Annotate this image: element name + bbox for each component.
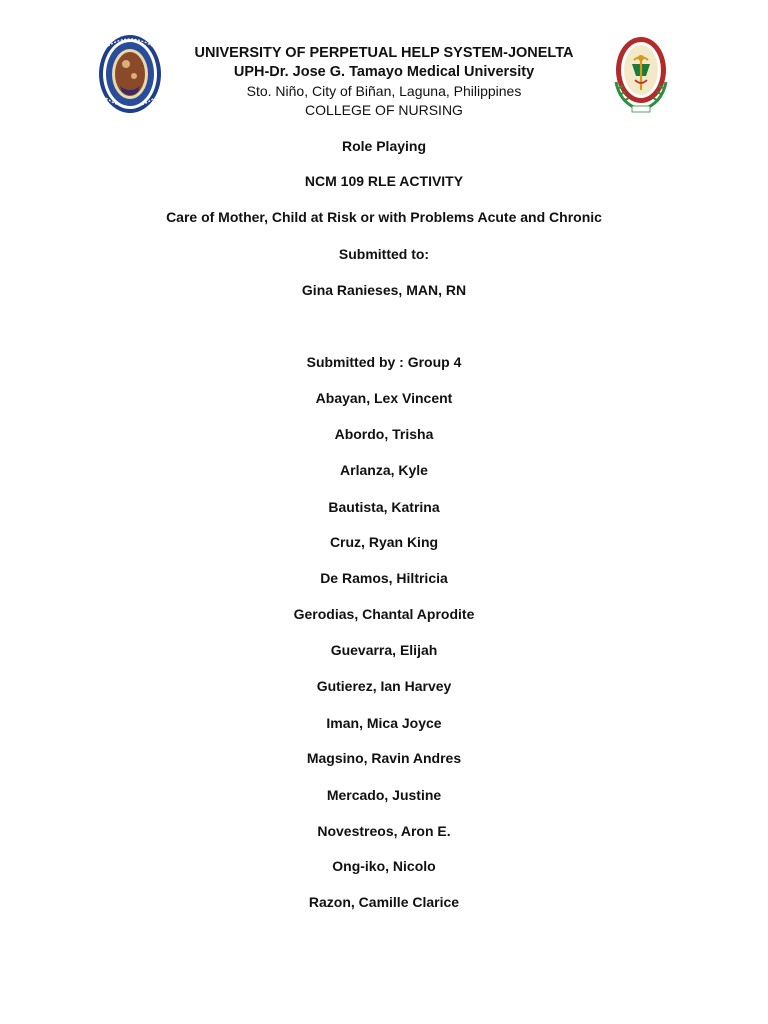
member-name: De Ramos, Hiltricia [320, 570, 448, 586]
instructor-name: Gina Ranieses, MAN, RN [301, 282, 467, 298]
submitted-to-label: Submitted to: [338, 246, 430, 262]
member-name: Bautista, Katrina [328, 499, 440, 515]
subject-title: Care of Mother, Child at Risk or with Problems Acute and Chronic [166, 209, 602, 225]
member-name: Novestreos, Aron E. [317, 823, 451, 839]
member-name: Mercado, Justine [326, 787, 442, 803]
university-address: Sto. Niño, City of Biñan, Laguna, Philippines [246, 83, 522, 99]
member-name: Cruz, Ryan King [329, 534, 439, 550]
college-name: COLLEGE OF NURSING [305, 102, 463, 118]
member-name: Gutierez, Ian Harvey [316, 678, 452, 694]
letterhead [0, 44, 768, 120]
member-name: Abordo, Trisha [334, 426, 434, 442]
submitted-by-label: Submitted by : Group 4 [306, 354, 462, 370]
member-name: Razon, Camille Clarice [308, 894, 460, 910]
activity-type: Role Playing [341, 138, 427, 154]
course-title: NCM 109 RLE ACTIVITY [304, 173, 464, 189]
member-name: Guevarra, Elijah [330, 642, 438, 658]
member-name: Abayan, Lex Vincent [315, 390, 453, 406]
member-name: Ong-iko, Nicolo [332, 858, 436, 874]
member-name: Magsino, Ravin Andres [306, 750, 462, 766]
member-name: Gerodias, Chantal Aprodite [293, 606, 475, 622]
member-name: Iman, Mica Joyce [326, 715, 442, 731]
university-name: UNIVERSITY OF PERPETUAL HELP SYSTEM-JONELTA [194, 45, 574, 61]
member-name: Arlanza, Kyle [340, 462, 428, 478]
medical-university-name: UPH-Dr. Jose G. Tamayo Medical University [233, 64, 535, 80]
